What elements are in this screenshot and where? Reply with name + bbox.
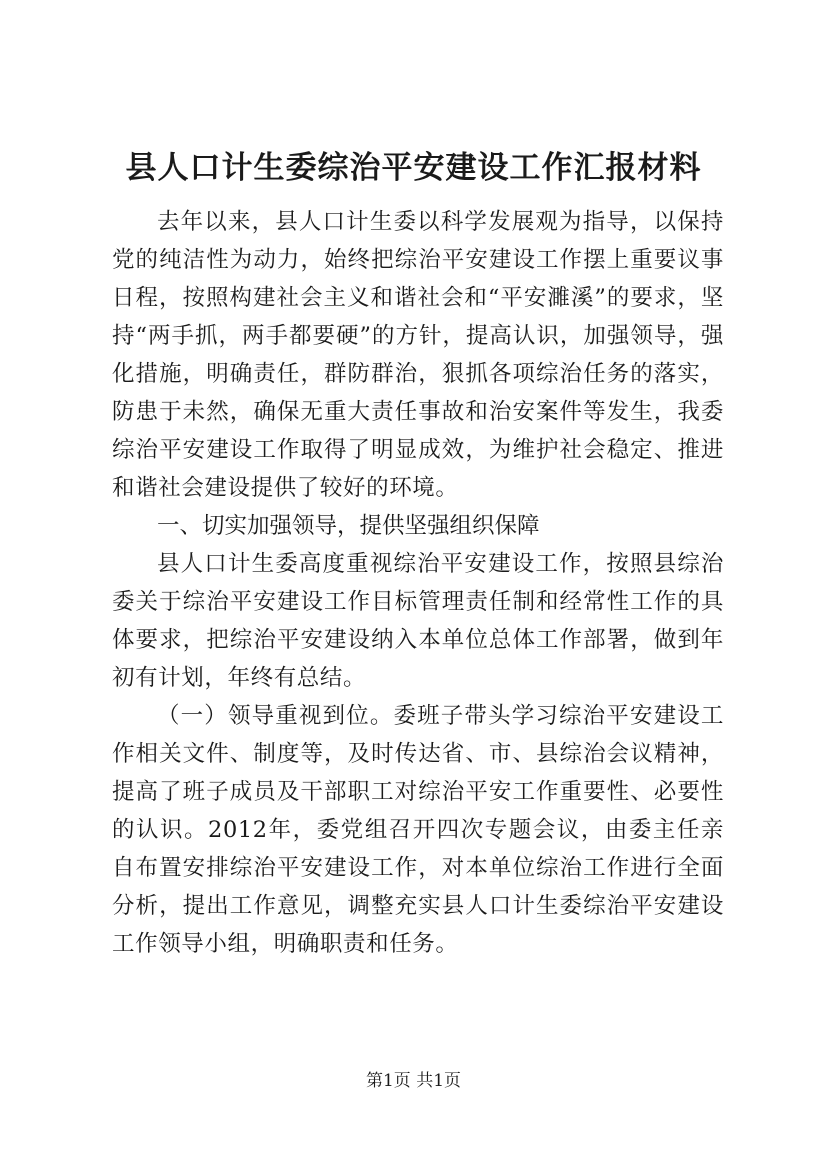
page-number-footer: 第1页 共1页 [365,1071,462,1091]
section-heading-1: 一、切实加强领导，提供坚强组织保障 [157,513,540,539]
paragraph-intro: 去年以来，县人口计生委以科学发展观为指导，以保持党的纯洁性为动力，始终把综治平安建设工作摆上重要议事日程，按照构建社会主义和谐社会和“平安濉溪”的要求，坚持“两手抓，两手都要硬”的方针，提高认识，加强领导，强化措施，明确责任，群防群治，狠抓各项综治任务的落实，防患于未然，确保无重大责任事故和治安案件等发生，我委综治平安建设工作取得了明显成效，为维护社会稳定、推进和谐社会建设提供了较好的环境。 [112,209,724,501]
paragraph-subsection-1: （一）领导重视到位。委班子带头学习综治平安建设工作相关文件、制度等，及时传达省、市、县综治会议精神，提高了班子成员及干部职工对综治平安工作重要性、必要性的认识。2012年，委党组召开四次专题会议，由委主任亲自布置安排综治平安建设工作，对本单位综治工作进行全面分析，提出工作意见，调整充实县人口计生委综治平安建设工作领导小组，明确职责和任务。 [112,703,724,957]
document-body [112,203,724,963]
document-title: 县人口计生委综治平安建设工作汇报材料 [125,150,702,186]
paragraph-section-1: 县人口计生委高度重视综治平安建设工作，按照县综治委关于综治平安建设工作目标管理责任制和经常性工作的具体要求，把综治平安建设纳入本单位总体工作部署，做到年初有计划，年终有总结。 [112,551,724,691]
